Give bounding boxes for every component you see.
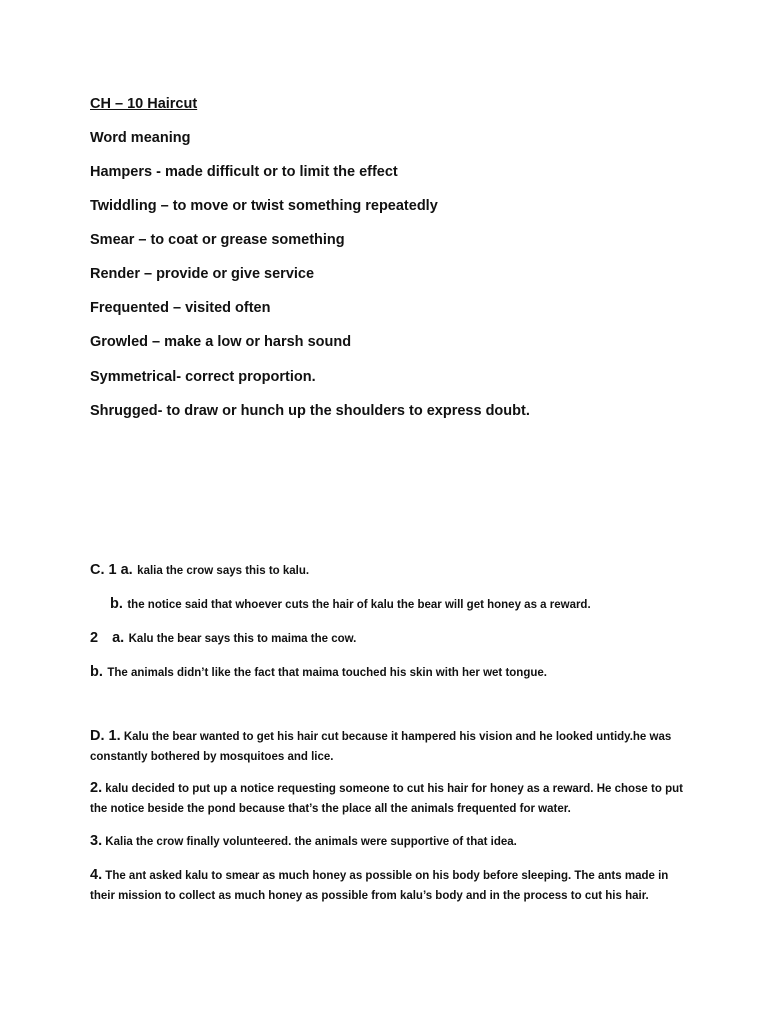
definition-render: Render – provide or give service <box>90 266 315 282</box>
word-meaning-heading: Word meaning <box>90 130 191 146</box>
answer-d3 <box>90 831 690 852</box>
definition-shrugged: Shrugged- to draw or hunch up the shoulders to express doubt. <box>90 403 530 419</box>
answer-d1-label: D. 1. <box>90 728 121 744</box>
answer-d4-text: The ant asked kalu to smear as much honey as possible on his body before sleeping. The ants made in their mission to collect as much honey as possible from kalu’s body and in the process to cut his hair. <box>90 870 669 902</box>
answer-c1a-text: kalia the crow says this to kalu. <box>137 565 310 577</box>
definition-growled: Growled – make a low or harsh sound <box>90 334 352 350</box>
answer-d2-text: kalu decided to put up a notice requesting someone to cut his hair for honey as a reward. He chose to put the notice beside the pond because that’s the place all the animals frequented for water. <box>90 783 683 815</box>
answer-c2b <box>90 663 547 681</box>
answer-d3-text: Kalia the crow finally volunteered. the animals were supportive of that idea. <box>105 836 517 848</box>
answer-c2a-sublabel: a. <box>112 630 125 646</box>
answer-d4 <box>90 865 690 906</box>
answer-c2a-text: Kalu the bear says this to maima the cow. <box>128 633 357 645</box>
definition-hampers: Hampers - made difficult or to limit the effect <box>90 164 398 180</box>
answer-c1b-text: the notice said that whoever cuts the hair of kalu the bear will get honey as a reward. <box>127 599 591 611</box>
answer-c1a <box>90 561 309 579</box>
definition-frequented: Frequented – visited often <box>90 300 271 316</box>
answer-d1-text: Kalu the bear wanted to get his hair cut because it hampered his vision and he looked untidy.he was constantly bothered by mosquitoes and lice. <box>90 731 672 763</box>
chapter-title: CH – 10 Haircut <box>90 96 198 112</box>
answer-c1a-label: C. 1 a. <box>90 562 133 578</box>
answer-d3-label: 3. <box>90 833 103 849</box>
answer-c2a-label: 2 <box>90 630 99 646</box>
answer-c2b-text: The animals didn’t like the fact that maima touched his skin with her wet tongue. <box>107 667 547 679</box>
answer-c1b <box>110 595 591 613</box>
answer-c1b-label: b. <box>110 596 123 612</box>
answer-d4-label: 4. <box>90 867 103 883</box>
answer-d2-label: 2. <box>90 780 103 796</box>
definition-smear: Smear – to coat or grease something <box>90 232 345 248</box>
definition-twiddling: Twiddling – to move or twist something repeatedly <box>90 198 438 214</box>
answer-d2 <box>90 778 690 819</box>
answer-c2a <box>90 629 356 647</box>
answer-d1 <box>90 726 690 767</box>
definition-symmetrical: Symmetrical- correct proportion. <box>90 369 316 385</box>
answer-c2b-label: b. <box>90 664 103 680</box>
